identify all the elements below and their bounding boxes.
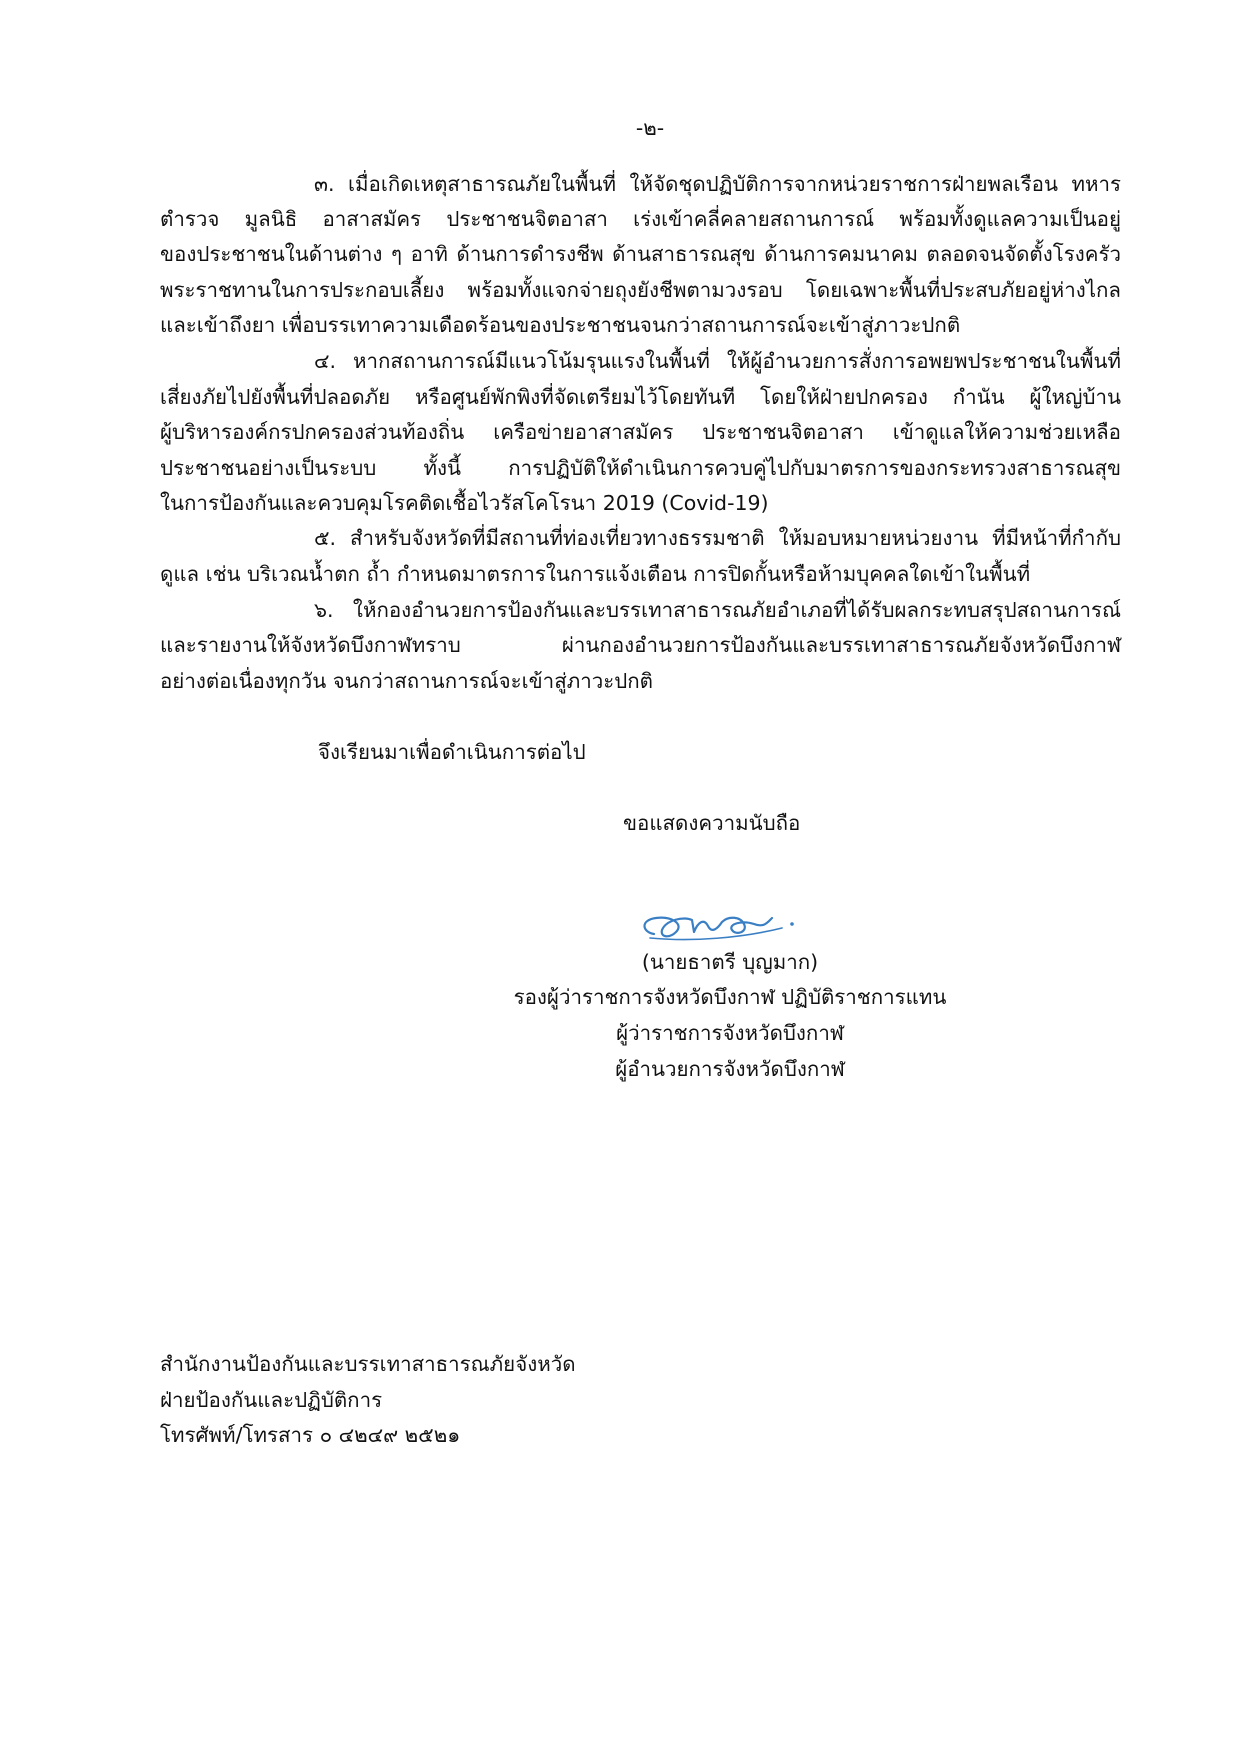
regards-text: ขอแสดงความนับถือ (623, 811, 801, 835)
paragraph-4-line-1: ๔. หากสถานการณ์มีแนวโน้มรุนแรงในพื้นที่ ให้ผู้อำนวยการสั่งการอพยพประชาชนในพื้นที่ (314, 349, 1121, 373)
paragraph-6-line-3: อย่างต่อเนื่องทุกวัน จนกว่าสถานการณ์จะเข้าสู่ภาวะปกติ (160, 669, 653, 693)
office-name: สำนักงานป้องกันและบรรเทาสาธารณภัยจังหวัด (160, 1352, 576, 1376)
paragraph-5-line-1: ๕. สำหรับจังหวัดที่มีสถานที่ท่องเที่ยวทางธรรมชาติ ให้มอบหมายหน่วยงาน ที่มีหน้าที่กำกับ (314, 526, 1121, 550)
signature-icon (632, 902, 812, 950)
paragraph-3-line-2: ตำรวจ มูลนิธิ อาสาสมัคร ประชาชนจิตอาสา เร่งเข้าคลี่คลายสถานการณ์ พร้อมทั้งดูแลความเป็นอยู่ (160, 207, 1121, 231)
paragraph-5-line-2: ดูแล เช่น บริเวณน้ำตก ถ้ำ กำหนดมาตรการในการแจ้งเตือน การปิดกั้นหรือห้ามบุคคลใดเข้าในพื้นที่ (160, 562, 1031, 586)
paragraph-6-line-2: และรายงานให้จังหวัดบึงกาฬทราบ ผ่านกองอำนวยการป้องกันและบรรเทาสาธารณภัยจังหวัดบึงกาฬ (160, 633, 1121, 657)
office-phone: โทรศัพท์/โทรสาร ๐ ๔๒๔๙ ๒๕๒๑ (160, 1423, 461, 1447)
paragraph-3-line-1: ๓. เมื่อเกิดเหตุสาธารณภัยในพื้นที่ ให้จัดชุดปฏิบัติการจากหน่วยราชการฝ่ายพลเรือน ทหาร (314, 172, 1121, 196)
paragraph-3-line-3: ของประชาชนในด้านต่าง ๆ อาทิ ด้านการดำรงชีพ ด้านสาธารณสุข ด้านการคมนาคม ตลอดจนจัดตั้งโรงครัว (160, 242, 1121, 266)
paragraph-4-line-3: ผู้บริหารองค์กรปกครองส่วนท้องถิ่น เครือข่ายอาสาสมัคร ประชาชนจิตอาสา เข้าดูแลให้ความช่วยเหลือ (160, 420, 1121, 444)
signatory-position-2: ผู้ว่าราชการจังหวัดบึงกาฬ (616, 1021, 844, 1045)
signatory-position-3: ผู้อำนวยการจังหวัดบึงกาฬ (615, 1057, 845, 1081)
page-number: -๒- (635, 116, 665, 140)
signatory-position-1: รองผู้ว่าราชการจังหวัดบึงกาฬ ปฏิบัติราชการแทน (513, 985, 947, 1009)
paragraph-3-line-4: พระราชทานในการประกอบเลี้ยง พร้อมทั้งแจกจ่ายถุงยังชีพตามวงรอบ โดยเฉพาะพื้นที่ประสบภัยอยู่ห่างไกล (160, 278, 1121, 302)
paragraph-4-line-5: ในการป้องกันและควบคุมโรคติดเชื้อไวรัสโคโรนา 2019 (Covid-19) (160, 491, 769, 515)
paragraph-3-line-5: และเข้าถึงยา เพื่อบรรเทาความเดือดร้อนของประชาชนจนกว่าสถานการณ์จะเข้าสู่ภาวะปกติ (160, 313, 961, 337)
closing-text: จึงเรียนมาเพื่อดำเนินการต่อไป (318, 740, 586, 764)
paragraph-4-line-2: เสี่ยงภัยไปยังพื้นที่ปลอดภัย หรือศูนย์พักพิงที่จัดเตรียมไว้โดยทันที โดยให้ฝ่ายปกครอง กำนัน ผู้ใหญ่บ้าน (160, 385, 1121, 409)
paragraph-6-line-1: ๖. ให้กองอำนวยการป้องกันและบรรเทาสาธารณภัยอำเภอที่ได้รับผลกระทบสรุปสถานการณ์ (314, 598, 1121, 622)
paragraph-4-line-4: ประชาชนอย่างเป็นระบบ ทั้งนี้ การปฏิบัติให้ดำเนินการควบคู่ไปกับมาตรการของกระทรวงสาธารณสุข (160, 456, 1121, 480)
signatory-name: (นายธาตรี บุญมาก) (641, 950, 819, 974)
office-division: ฝ่ายป้องกันและปฏิบัติการ (160, 1388, 383, 1412)
